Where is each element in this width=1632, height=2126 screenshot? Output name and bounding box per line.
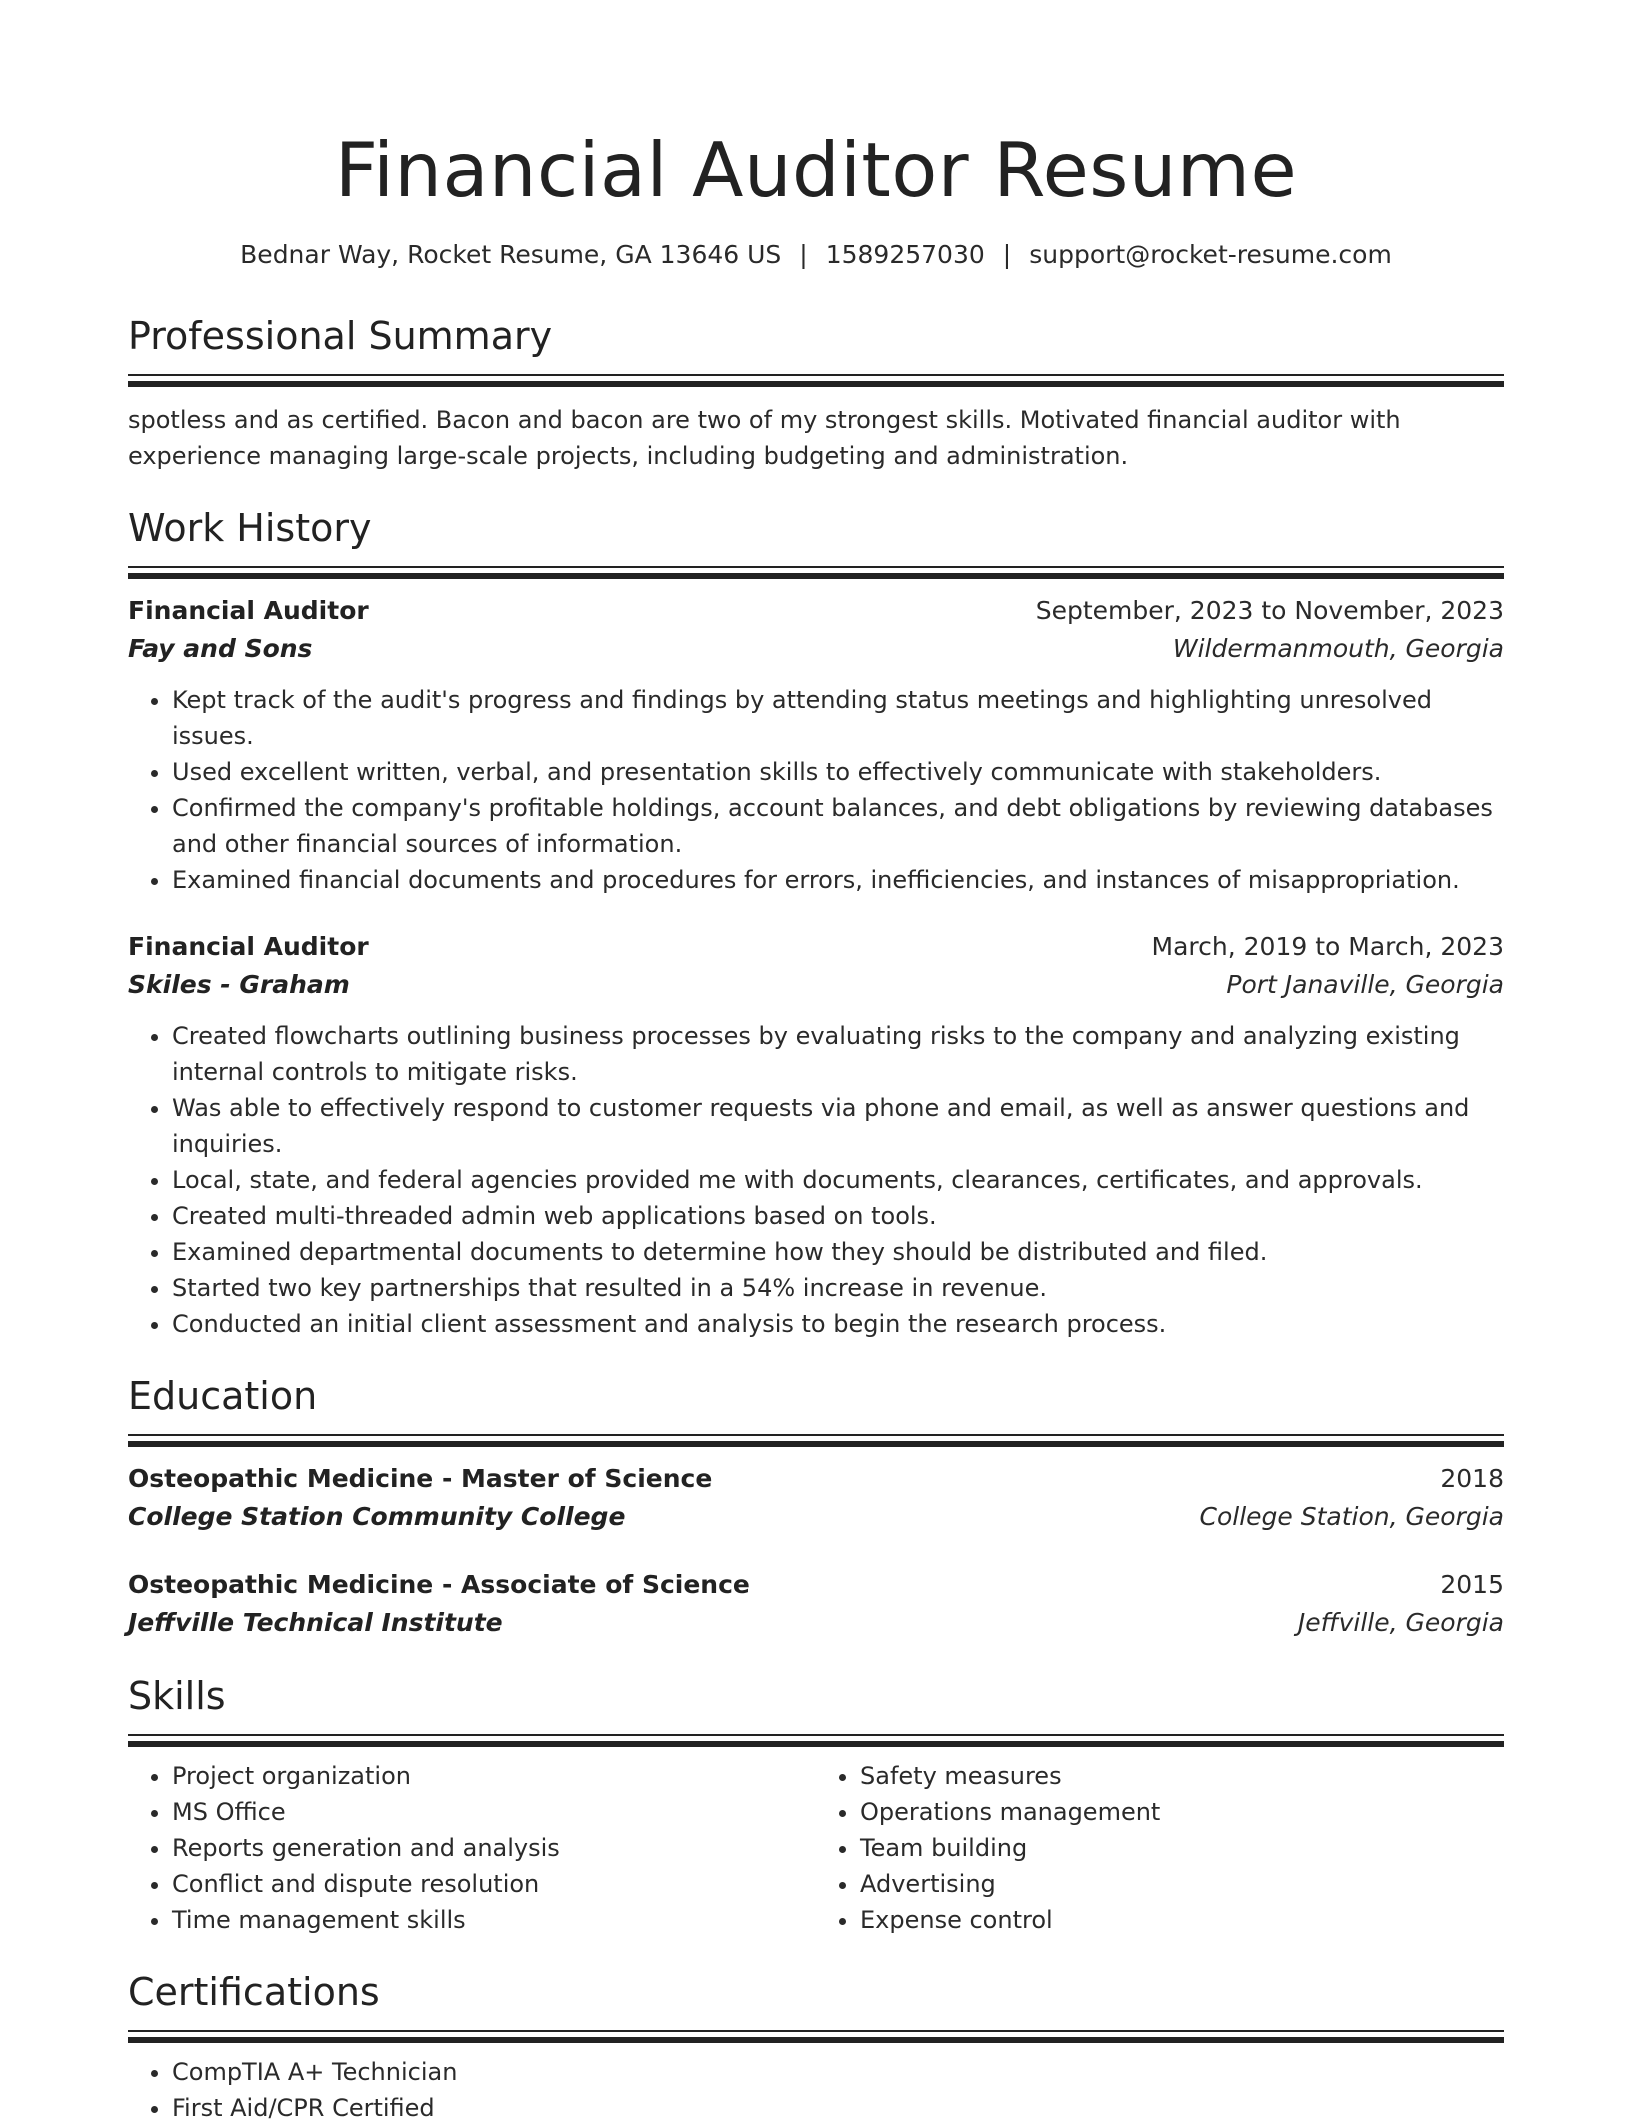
- section-divider: [128, 374, 1504, 384]
- list-item: • Created flowcharts outlining business processes by evaluating risks to the company and analyzing existing internal controls to mitigate risks.: [172, 1018, 1504, 1090]
- job-bullets: [128, 1018, 1504, 1342]
- job-header: [128, 928, 1504, 966]
- section-divider: [128, 2030, 1504, 2040]
- job-company: Skiles - Graham: [128, 970, 350, 999]
- contact-separator: |: [1002, 240, 1012, 269]
- job-entry: [128, 592, 1504, 898]
- job-location: Wildermanmouth, Georgia: [1172, 634, 1504, 663]
- list-item: • Operations management: [860, 1794, 1504, 1830]
- job-company: Fay and Sons: [128, 634, 313, 663]
- page-title: Financial Auditor Resume: [334, 126, 1298, 214]
- section-heading-skills: Skills: [128, 1674, 226, 1718]
- list-item: • Confirmed the company's profitable holdings, account balances, and debt obligations by reviewing databases and other financial sources of information.: [172, 790, 1504, 862]
- list-item: • Examined financial documents and procedures for errors, inefficiencies, and instances of misappropriation.: [172, 862, 1504, 898]
- job-header: [128, 592, 1504, 630]
- summary-section: [128, 312, 1504, 474]
- skills-columns: [128, 1744, 1504, 1938]
- job-subheader: [128, 966, 1504, 1004]
- list-item: • Reports generation and analysis: [172, 1830, 816, 1866]
- list-item: • Team building: [860, 1830, 1504, 1866]
- education-year: 2015: [1440, 1570, 1504, 1599]
- list-item: • Time management skills: [172, 1902, 816, 1938]
- list-item: • First Aid/CPR Certified: [172, 2090, 1504, 2126]
- education-header: [128, 1566, 1504, 1604]
- section-heading-work: Work History: [128, 506, 372, 550]
- list-item: • CompTIA A+ Technician: [172, 2054, 1504, 2090]
- list-item: • Kept track of the audit's progress and findings by attending status meetings and highlighting unresolved issues.: [172, 682, 1504, 754]
- education-header: [128, 1460, 1504, 1498]
- education-location: Jeffville, Georgia: [1297, 1608, 1504, 1637]
- list-item: • Conducted an initial client assessment and analysis to begin the research process.: [172, 1306, 1504, 1342]
- education-degree: Osteopathic Medicine - Master of Science: [128, 1464, 713, 1493]
- job-title: Financial Auditor: [128, 932, 369, 961]
- section-divider: [128, 1434, 1504, 1444]
- contact-separator: |: [799, 240, 808, 269]
- education-school: Jeffville Technical Institute: [128, 1608, 503, 1637]
- job-title: Financial Auditor: [128, 596, 369, 625]
- education-school: College Station Community College: [128, 1502, 626, 1531]
- job-location: Port Janaville, Georgia: [1226, 970, 1504, 999]
- list-item: • Used excellent written, verbal, and presentation skills to effectively communicate with stakeholders.: [172, 754, 1504, 790]
- education-year: 2018: [1440, 1464, 1504, 1493]
- skills-list-right: [816, 1758, 1504, 1938]
- list-item: • Started two key partnerships that resulted in a 54% increase in revenue.: [172, 1270, 1504, 1306]
- education-section: [128, 1372, 1504, 1642]
- job-dates: March, 2019 to March, 2023: [1151, 932, 1504, 961]
- summary-text: spotless and as certified. Bacon and bacon are two of my strongest skills. Motivated financial auditor with experience managing large-scale projects, including budgeting and administration.: [128, 406, 1401, 470]
- education-subheader: [128, 1604, 1504, 1642]
- contact-line: [128, 238, 1504, 272]
- list-item: • Was able to effectively respond to customer requests via phone and email, as well as answer questions and inquiries.: [172, 1090, 1504, 1162]
- education-degree: Osteopathic Medicine - Associate of Science: [128, 1570, 750, 1599]
- section-divider: [128, 1734, 1504, 1744]
- education-entry: [128, 1566, 1504, 1642]
- job-entry: [128, 928, 1504, 1342]
- job-dates: September, 2023 to November, 2023: [1035, 596, 1504, 625]
- list-item: • Expense control: [860, 1902, 1504, 1938]
- contact-address: Bednar Way, Rocket Resume, GA 13646 US: [240, 240, 782, 269]
- job-bullets: [128, 682, 1504, 898]
- list-item: • Advertising: [860, 1866, 1504, 1902]
- section-divider: [128, 566, 1504, 576]
- section-heading-summary: Professional Summary: [128, 314, 553, 358]
- contact-email: support@rocket-resume.com: [1029, 240, 1392, 269]
- education-subheader: [128, 1498, 1504, 1536]
- contact-phone: 1589257030: [825, 240, 985, 269]
- skills-section: [128, 1672, 1504, 1938]
- certifications-section: [128, 1968, 1504, 2126]
- list-item: • Safety measures: [860, 1758, 1504, 1794]
- skills-list-left: [128, 1758, 816, 1938]
- education-entry: [128, 1460, 1504, 1536]
- section-heading-education: Education: [128, 1374, 318, 1418]
- education-location: College Station, Georgia: [1199, 1502, 1504, 1531]
- list-item: • Examined departmental documents to determine how they should be distributed and filed.: [172, 1234, 1504, 1270]
- section-heading-certifications: Certifications: [128, 1970, 380, 2014]
- job-subheader: [128, 630, 1504, 668]
- list-item: • MS Office: [172, 1794, 816, 1830]
- list-item: • Local, state, and federal agencies provided me with documents, clearances, certificates, and approvals.: [172, 1162, 1504, 1198]
- list-item: • Project organization: [172, 1758, 816, 1794]
- list-item: • Created multi-threaded admin web applications based on tools.: [172, 1198, 1504, 1234]
- work-section: [128, 504, 1504, 1342]
- list-item: • Conflict and dispute resolution: [172, 1866, 816, 1902]
- certifications-list: [128, 2054, 1504, 2126]
